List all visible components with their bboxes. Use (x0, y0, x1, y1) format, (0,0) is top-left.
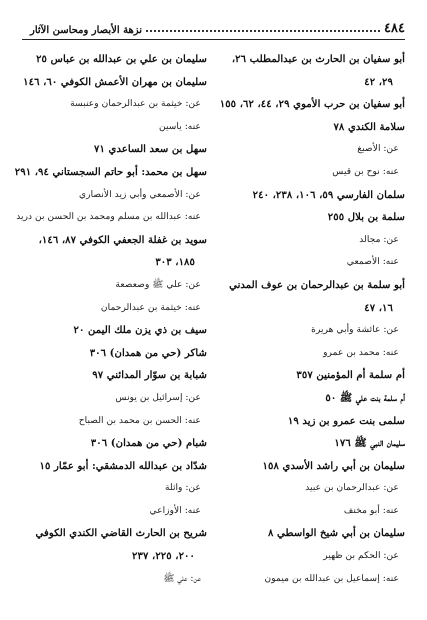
index-entry: سلمان الفارسي ٥٩، ١٠٦، ٢٣٨، ٢٤٠ (252, 188, 405, 201)
index-entry: سلمة بن بلال ٢٥٥ (327, 211, 405, 224)
index-entry-continuation: ١٦، ٤٧ (364, 301, 393, 314)
index-entry: سلمى بنت عمرو بن زيد ١٩ (287, 414, 405, 427)
index-entry-continuation: ٢٩، ٤٢ (364, 75, 393, 88)
index-entry: شدّاد بن عبدالله الدمشقي: أبو عمّار ١٥ (39, 459, 207, 472)
index-subentry: عن: عبدالرحمان بن عبيد (305, 482, 399, 494)
index-entry: أبو سفيان بن حرب الأموي ٢٩، ٤٤، ٦٢، ١٥٥ (219, 98, 405, 111)
leader-dots (146, 30, 380, 32)
index-entry: سليمان بن مهران الأعمش الكوفي ٦٠، ١٤٦ (23, 75, 207, 88)
index-subentry: عنه: عبدالله بن مسلم ومحمد بن الحسن بن دريد (16, 211, 201, 223)
index-subentry: عنه: ياسين (158, 120, 201, 132)
index-entry: سليمان بن أبي راشد الأسدي ١٥٨ (262, 459, 405, 472)
index-entry: شريح بن الحارث القاضي الكندي الكوفي (35, 527, 207, 540)
index-subentry: عن: علي ﷺ (163, 572, 201, 584)
index-entry: سهل بن سعد الساعدي ٧١ (93, 143, 207, 156)
index-entry: سلامة الكندي ٧٨ (333, 120, 405, 133)
index-entry: أبو سفيان بن الحارث بن عبدالمطلب ٢٦، (231, 53, 405, 65)
index-subentry: عن: مجالد (359, 233, 399, 245)
index-subentry: عنه: إسماعيل بن عبدالله بن ميمون (264, 572, 399, 584)
index-subentry: عنه: أبو مخنف (343, 504, 399, 516)
running-header (30, 16, 405, 36)
index-subentry: عن: واثلة (164, 482, 201, 494)
index-subentry: عنه: الأصمعي (346, 256, 399, 268)
index-entry: سليمان النبي ﷺ ١٧٦ (334, 437, 405, 450)
index-subentry: عنه: خيثمة بن عبدالرحمان (100, 301, 201, 313)
index-subentry: عنه: الحسن بن محمد بن الصباح (78, 414, 201, 426)
index-entry-continuation: ١٨٥، ٣٠٣ (155, 256, 195, 269)
index-entry: سليمان بن أبي شيخ الواسطي ٨ (267, 527, 405, 540)
index-subentry: عن: الأصمعي وأبي زيد الأنصاري (78, 188, 201, 200)
index-entry: أم سلمة بنت علي ﷺ ٥٠ (325, 391, 405, 404)
index-subentry: عن: عائشة وأبي هريرة (311, 324, 399, 336)
index-entry: سيف بن ذي يزن ملك اليمن ٢٠ (73, 324, 207, 337)
index-column-left (12, 48, 207, 590)
index-entry: سليمان بن علي بن عبدالله بن عباس ٢٥ (36, 53, 207, 65)
index-subentry: عنه: محمد بن عمرو (323, 346, 399, 358)
index-subentry: عن: علي ﷺ وصعصعة (115, 278, 201, 290)
index-entry-continuation: ٢٠٠، ٢٢٥، ٢٣٧ (132, 550, 195, 563)
index-entry: شبام (حي من همدان) ٣٠٦ (90, 437, 207, 450)
index-subentry: عن: الأصبغ (357, 143, 399, 155)
index-entry: سويد بن غفلة الجعفي الكوفي ٨٧، ١٤٦، (38, 233, 207, 246)
header-rule (22, 39, 405, 40)
page-number: ٤٨٤ (384, 21, 405, 36)
index-subentry: عن: إسرائيل بن يونس (115, 391, 201, 403)
index-subentry: عن: الحكم بن ظهير (323, 550, 399, 562)
index-entry: أبو سلمة بن عبدالرحمان بن عوف المدني (229, 278, 405, 291)
index-entry: شاكر (حي من همدان) ٣٠٦ (89, 346, 207, 359)
index-entry: سهل بن محمد: أبو حاتم السجستاني ٩٤، ٢٩١ (14, 165, 207, 178)
index-subentry: عنه: الأوزاعي (149, 504, 201, 516)
index-column-right (202, 48, 405, 590)
index-subentry: عن: خيثمة بن عبدالرحمان وعنبسة (70, 98, 201, 110)
index-entry: شبابة بن سوّار المدائني ٩٧ (92, 369, 207, 382)
index-entry: أم سلمة أم المؤمنين ٣٥٧ (296, 369, 405, 382)
book-title: نزهة الأبصار ومحاسن الآثار (30, 25, 143, 36)
index-subentry: عنه: نوح بن قيس (332, 165, 399, 177)
